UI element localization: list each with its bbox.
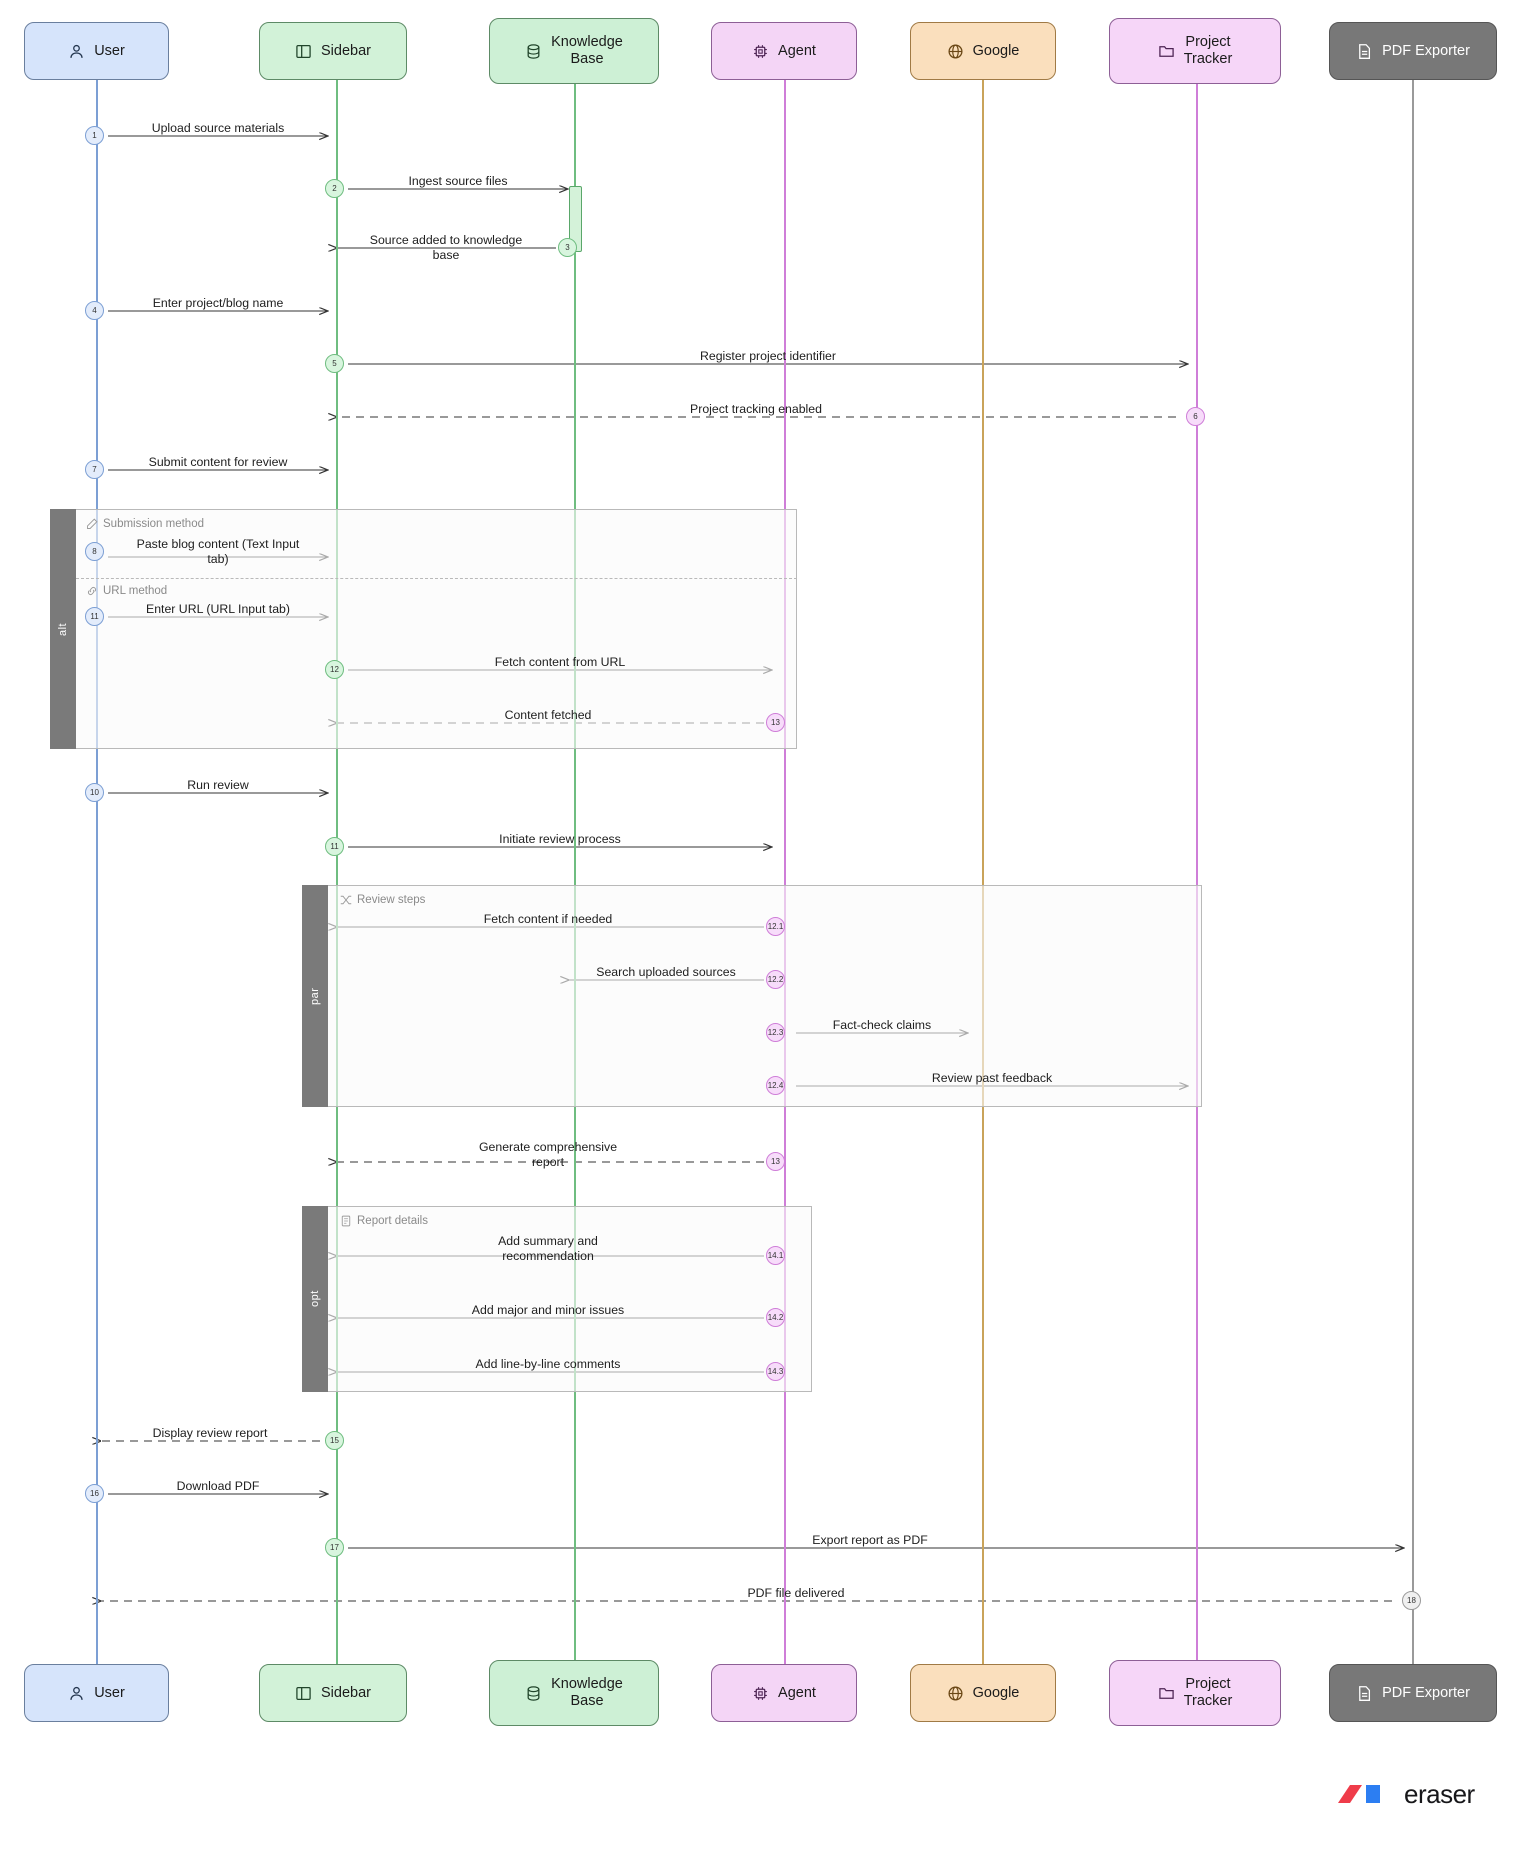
message-label: Export report as PDF [812, 1533, 928, 1547]
lifeline-pdf-exporter [1412, 78, 1414, 1668]
report-icon [340, 1215, 352, 1227]
lifeline-agent [784, 78, 786, 1668]
person-icon [68, 43, 85, 60]
globe-icon [947, 43, 964, 60]
actor-google-label: Google [972, 42, 1020, 59]
fragment-url-method-title: URL method [86, 585, 167, 597]
fragment-alt-tab [50, 509, 76, 749]
message-label: Enter project/blog name [152, 296, 284, 310]
actor-agent-top[interactable] [711, 22, 857, 80]
sequence-badge: 7 [85, 460, 104, 479]
actor-knowledge-base-label: Knowledge Base [551, 34, 623, 67]
message-label: Project tracking enabled [690, 402, 822, 416]
fragment-par-tab-label: par [309, 987, 321, 1005]
fragment-opt-tab-label: opt [309, 1290, 321, 1308]
person-icon [68, 1685, 85, 1702]
actor-sidebar-label: Sidebar [321, 42, 371, 59]
message-label: Review past feedback [931, 1071, 1053, 1085]
sequence-badge: 1 [85, 126, 104, 145]
message-label: Download PDF [176, 1479, 260, 1493]
message-label: PDF file delivered [747, 1586, 845, 1600]
chip-icon [752, 1685, 769, 1702]
actor-project-tracker-top[interactable] [1109, 18, 1281, 84]
folder-icon [1158, 1685, 1175, 1702]
sequence-badge: 2 [325, 179, 344, 198]
actor-project-tracker-label-bottom: Project Tracker [1183, 1676, 1233, 1709]
actor-sidebar-bottom[interactable] [259, 1664, 407, 1722]
actor-pdf-exporter-bottom[interactable] [1329, 1664, 1497, 1722]
actor-pdf-exporter-top[interactable] [1329, 22, 1497, 80]
actor-user-bottom[interactable] [24, 1664, 169, 1722]
sequence-badge: 11 [325, 837, 344, 856]
sequence-badge: 14.3 [766, 1362, 785, 1381]
fragment-opt-tab [302, 1206, 328, 1392]
sequence-badge: 6 [1186, 407, 1205, 426]
sequence-badge: 13 [766, 713, 785, 732]
sequence-badge: 17 [325, 1538, 344, 1557]
sequence-badge: 10 [85, 783, 104, 802]
message-label: Search uploaded sources [596, 965, 736, 979]
panel-icon [295, 43, 312, 60]
sequence-badge: 12 [325, 660, 344, 679]
message-label: Submit content for review [148, 455, 288, 469]
message-label: Display review report [152, 1426, 268, 1440]
actor-project-tracker-label: Project Tracker [1183, 34, 1233, 67]
panel-icon [295, 1685, 312, 1702]
actor-sidebar-label-bottom: Sidebar [321, 1684, 371, 1701]
actor-project-tracker-bottom[interactable] [1109, 1660, 1281, 1726]
actor-knowledge-base-label-bottom: Knowledge Base [551, 1676, 623, 1709]
fragment-par-tab [302, 885, 328, 1107]
fragment-alt-title: Submission method [86, 518, 204, 530]
actor-pdf-exporter-label-bottom: PDF Exporter [1382, 1684, 1470, 1701]
edit-icon [86, 518, 98, 530]
lifeline-knowledge-base [574, 80, 576, 1668]
fragment-alt-tab-label: alt [57, 622, 69, 636]
sequence-badge: 12.4 [766, 1076, 785, 1095]
message-label: Content fetched [504, 708, 592, 722]
lifeline-sidebar [336, 78, 338, 1668]
actor-google-bottom[interactable] [910, 1664, 1056, 1722]
eraser-wordmark: eraser [1404, 1779, 1475, 1809]
actor-sidebar-top[interactable] [259, 22, 407, 80]
message-label: Upload source materials [151, 121, 285, 135]
actor-google-label-bottom: Google [972, 1684, 1020, 1701]
message-label: Fetch content if needed [483, 912, 613, 926]
actor-pdf-exporter-label: PDF Exporter [1382, 42, 1470, 59]
shuffle-icon [340, 894, 352, 906]
sequence-badge: 14.1 [766, 1246, 785, 1265]
fragment-alt-divider [76, 578, 797, 579]
sequence-badge: 14.2 [766, 1308, 785, 1327]
message-label: Add line-by-line comments [475, 1357, 621, 1371]
sequence-badge: 18 [1402, 1591, 1421, 1610]
eraser-mark-icon [1336, 1781, 1394, 1809]
chip-icon [752, 43, 769, 60]
message-label: Add summary and recommendation [498, 1234, 598, 1263]
message-label: Initiate review process [499, 832, 621, 846]
message-label: Generate comprehensive report [478, 1140, 618, 1169]
sequence-badge: 13 [766, 1152, 785, 1171]
actor-user-label: User [94, 42, 125, 59]
message-label: Enter URL (URL Input tab) [146, 602, 290, 616]
message-label: Run review [187, 778, 249, 792]
message-label: Fact-check claims [832, 1018, 932, 1032]
database-icon [525, 1685, 542, 1702]
sequence-badge: 8 [85, 542, 104, 561]
actor-agent-bottom[interactable] [711, 1664, 857, 1722]
fragment-opt-title: Report details [340, 1215, 428, 1227]
sequence-badge: 3 [558, 238, 577, 257]
message-label: Source added to knowledge base [369, 233, 523, 262]
message-label: Register project identifier [699, 349, 836, 363]
sequence-badge: 12.3 [766, 1023, 785, 1042]
actor-user-top[interactable] [24, 22, 169, 80]
message-label: Add major and minor issues [471, 1303, 625, 1317]
message-label: Ingest source files [408, 174, 508, 188]
actor-knowledge-base-top[interactable] [489, 18, 659, 84]
actor-agent-label-bottom: Agent [778, 1684, 816, 1701]
actor-user-label-bottom: User [94, 1684, 125, 1701]
message-label: Paste blog content (Text Input tab) [136, 537, 300, 566]
sequence-badge: 12.1 [766, 917, 785, 936]
actor-agent-label: Agent [778, 42, 816, 59]
message-label: Fetch content from URL [494, 655, 626, 669]
sequence-badge: 15 [325, 1431, 344, 1450]
eraser-logo [1336, 1779, 1475, 1810]
actor-google-top[interactable] [910, 22, 1056, 80]
sequence-badge: 11 [85, 607, 104, 626]
sequence-badge: 16 [85, 1484, 104, 1503]
actor-knowledge-base-bottom[interactable] [489, 1660, 659, 1726]
sequence-badge: 4 [85, 301, 104, 320]
lifeline-google [982, 78, 984, 1668]
document-icon [1356, 1685, 1373, 1702]
document-icon [1356, 43, 1373, 60]
sequence-badge: 5 [325, 354, 344, 373]
lifeline-project-tracker [1196, 80, 1198, 1668]
link-icon [86, 585, 98, 597]
database-icon [525, 43, 542, 60]
folder-icon [1158, 43, 1175, 60]
sequence-badge: 12.2 [766, 970, 785, 989]
globe-icon [947, 1685, 964, 1702]
fragment-par-title: Review steps [340, 894, 425, 906]
